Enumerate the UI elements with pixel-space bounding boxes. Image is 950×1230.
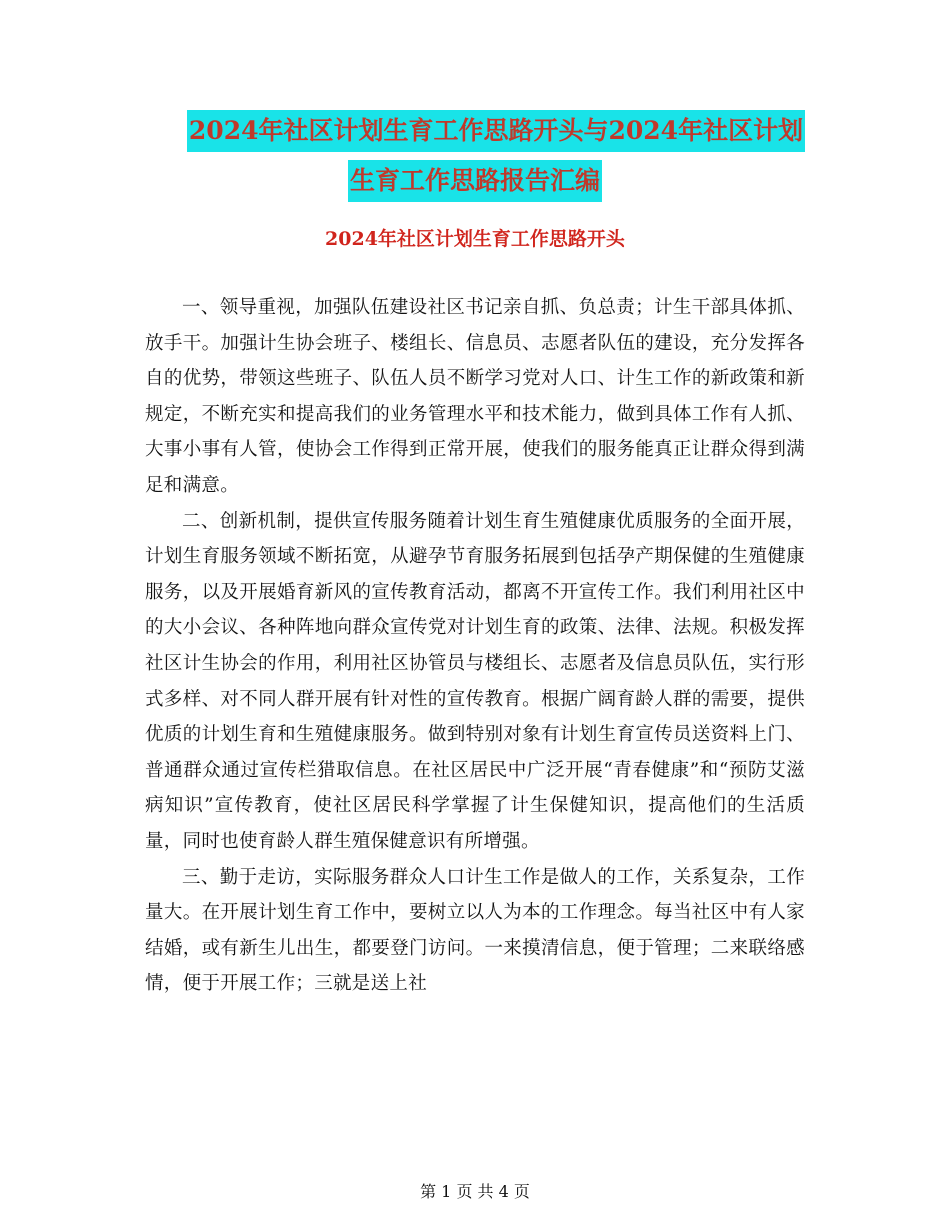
title-line-2: 生育工作思路报告汇编: [348, 160, 602, 202]
page-footer: 第 1 页 共 4 页: [420, 1182, 530, 1201]
section-subtitle: 2024年社区计划生育工作思路开头: [325, 228, 625, 250]
paragraph-3: 三、勤于走访，实际服务群众人口计生工作是做人的工作，关系复杂，工作量大。在开展计划生育工作中，要树立以人为本的工作理念。每当社区中有人家结婚，或有新生儿出生，都要登门访问。一来摸清信息，便于管理；二来联络感情，便于开展工作；三就是送上社: [145, 866, 805, 995]
paragraph-1: 一、领导重视，加强队伍建设社区书记亲自抓、负总责；计生干部具体抓、放手干。加强计生协会班子、楼组长、信息员、志愿者队伍的建设，充分发挥各自的优势，带领这些班子、队伍人员不断学习党对人口、计生工作的新政策和新规定，不断充实和提高我们的业务管理水平和技术能力，做到具体工作有人抓、大事小事有人管，使协会工作得到正常开展，使我们的服务能真正让群众得到满足和满意。: [145, 297, 805, 496]
document-title: [0, 110, 950, 210]
document-body: [145, 290, 805, 1002]
title-line-1: 2024年社区计划生育工作思路开头与2024年社区计划: [187, 110, 805, 152]
paragraph-2: 二、创新机制，提供宣传服务随着计划生育生殖健康优质服务的全面开展，计划生育服务领域不断拓宽，从避孕节育服务拓展到包括孕产期保健的生殖健康服务，以及开展婚育新风的宣传教育活动，都离不开宣传工作。我们利用社区中的大小会议、各种阵地向群众宣传党对计划生育的政策、法律、法规。积极发挥社区计生协会的作用，利用社区协管员与楼组长、志愿者及信息员队伍，实行形式多样、对不同人群开展有针对性的宣传教育。根据广阔育龄人群的需要，提供优质的计划生育和生殖健康服务。做到特别对象有计划生育宣传员送资料上门、普通群众通过宣传栏猎取信息。在社区居民中广泛开展“青春健康”和“预防艾滋病知识”宣传教育，使社区居民科学掌握了计生保健知识，提高他们的生活质量，同时也使育龄人群生殖保健意识有所增强。: [145, 510, 805, 852]
